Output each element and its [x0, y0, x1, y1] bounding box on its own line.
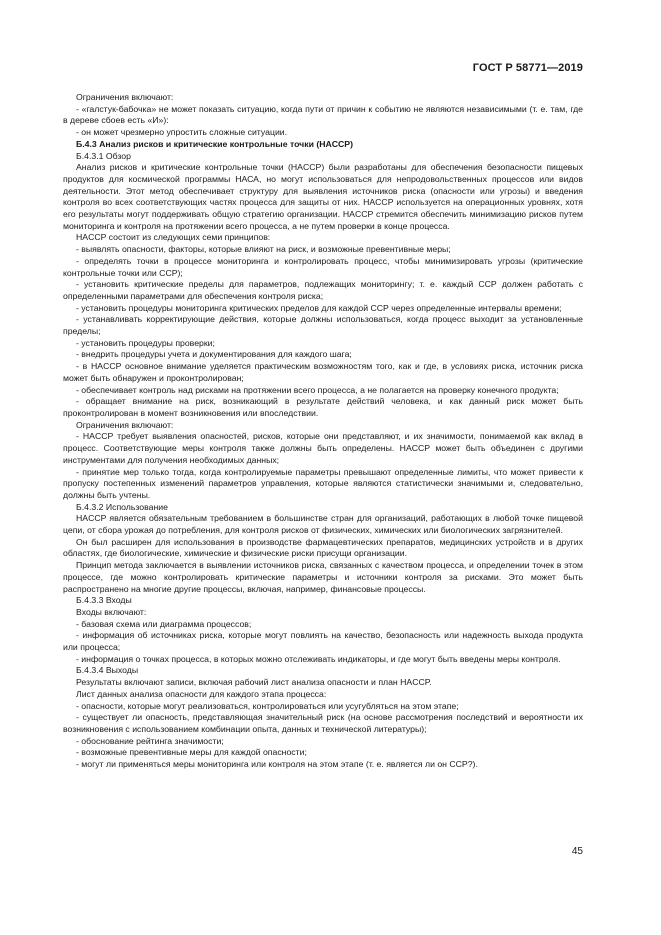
paragraph: - принятие мер только тогда, когда контролируемые параметры превышают определенные лимиты, что может привести к пропуску постепенных изменений параметров управления, которые являются статистически значимыми и, следовательно, должны быть учтены.: [63, 466, 583, 500]
paragraph: - установить критические пределы для параметров, подлежащих мониторингу; т. е. каждый ССР должен работать с определенными параметрами для обеспечения контроля риска;: [63, 279, 583, 301]
paragraph: Б.4.3.3 Входы: [76, 595, 132, 606]
paragraph: - могут ли применяться меры мониторинга или контроля на этом этапе (т. е. является ли он ССР?).: [76, 759, 478, 770]
paragraph: Принцип метода заключается в выявлении источников риска, связанных с качеством процесса, и определении точек в этом процессе, где можно контролировать критические параметры и источники контроля за рисками. Это может быть распространено на многие другие процессы, включая, например, финансовые процессы.: [63, 560, 583, 594]
paragraph: - информация о точках процесса, в которых можно отслеживать индикаторы, и где могут быть введены меры контроля.: [76, 653, 561, 664]
paragraph: Он был расширен для использования в производстве фармацевтических препаратов, медицинских устройств и в других областях, где биологические, химические и физические риски присущи организации.: [63, 536, 583, 559]
paragraph: - внедрить процедуры учета и документирования для каждого шага;: [76, 349, 352, 360]
paragraph: - установить процедуры мониторинга критических пределов для каждой ССР через определенные интервалы времени;: [76, 302, 562, 313]
paragraph: Б.4.3.2 Использование: [76, 501, 168, 512]
paragraph: - «галстук-бабочка» не может показать ситуацию, когда пути от причин к событию не являются независимыми (т. е. там, где в дереве сбоев есть «И»):: [63, 103, 583, 126]
paragraph: Входы включают:: [76, 606, 147, 617]
paragraph: - в HACCP основное внимание уделяется практическим возможностям того, как и где, в условиях риска, источник риска может быть обнаружен и проконтролирован;: [63, 361, 583, 383]
paragraph: Ограничения включают:: [76, 92, 174, 102]
paragraph: - HACCP требует выявления опасностей, рисков, которые они представляют, и их значимости, понимаемой как вклад в процесс. Соответствующие меры контроля также должны быть определены. HACCP может быть объединен с другими инструментами для получения необходимых данных;: [63, 431, 583, 465]
paragraph: - установить процедуры проверки;: [76, 337, 215, 348]
paragraph: Лист данных анализа опасности для каждого этапа процесса:: [76, 688, 327, 699]
paragraph: - базовая схема или диаграмма процессов;: [76, 618, 252, 629]
paragraph: HACCP является обязательным требованием в большинстве стран для организаций, работающих в любой точке пищевой цепи, от сбора урожая до потребления, для контроля рисков от физических, химических или биологических загрязнителей.: [63, 513, 583, 536]
paragraph: Б.4.3.4 Выходы: [76, 665, 139, 676]
paragraph: Результаты включают записи, включая рабочий лист анализа опасности и план HACCP.: [76, 677, 432, 688]
paragraph: Анализ рисков и критические контрольные точки (HACCP) были разработаны для обеспечения безопасности пищевых продуктов для космической программы НАСА, но могут использоваться для непродовольственных процессов или видов деятельности. Этот метод обеспечивает структуру для выявления источников риска (опасности или угрозы) и введения контроля во всех соответствующих частях процесса для защиты от них. HACCP используется на операционных уровнях, хотя его результаты могут поддерживать общую стратегию организации. HACCP стремится обеспечить минимизацию рисков путем мониторинга и контроля на протяжении всего процесса, а не путем проверки в конце процесса.: [63, 162, 583, 231]
section-heading: Б.4.3 Анализ рисков и критические контрольные точки (HACCP): [76, 138, 353, 149]
paragraph: Ограничения включают:: [76, 419, 174, 430]
paragraph: - определять точки в процессе мониторинга и контролировать процесс, чтобы минимизировать угрозы (критические контрольные точки или ССР);: [63, 255, 583, 278]
paragraph: - возможные превентивные меры для каждой опасности;: [76, 747, 307, 758]
paragraph: - обоснование рейтинга значимости;: [76, 735, 224, 746]
paragraph: HACCP состоит из следующих семи принципов:: [76, 232, 271, 243]
paragraph: - устанавливать корректирующие действия, которые должны использоваться, когда процесс выходит за установленные пределы;: [63, 314, 583, 337]
page-number: 45: [571, 846, 583, 857]
standard-designation: ГОСТ Р 58771—2019: [472, 62, 583, 74]
paragraph: - выявлять опасности, факторы, которые влияют на риск, и возможные превентивные меры;: [76, 244, 451, 255]
paragraph: - опасности, которые могут реализоваться, контролироваться или усугубляться на этом этапе;: [76, 700, 459, 711]
paragraph: Б.4.3.1 Обзор: [76, 150, 131, 161]
paragraph: - обеспечивает контроль над рисками на протяжении всего процесса, а не полагается на проверку конечного продукта;: [76, 384, 559, 395]
paragraph: - существует ли опасность, представляющая значительный риск (на основе рассмотрения последствий и вероятности их возникновения с использованием комбинации опыта, данных и технической литературы);: [63, 712, 583, 734]
paragraph: - обращает внимание на риск, возникающий в результате действий человека, и как данный риск может быть проконтролирован в момент возникновения или впоследствии.: [63, 396, 583, 418]
document-body: [63, 92, 583, 771]
paragraph: - информация об источниках риска, которые могут повлиять на качество, безопасность или надежность выхода продукта или процесса;: [63, 630, 583, 653]
paragraph: - он может чрезмерно упростить сложные ситуации.: [76, 127, 288, 138]
